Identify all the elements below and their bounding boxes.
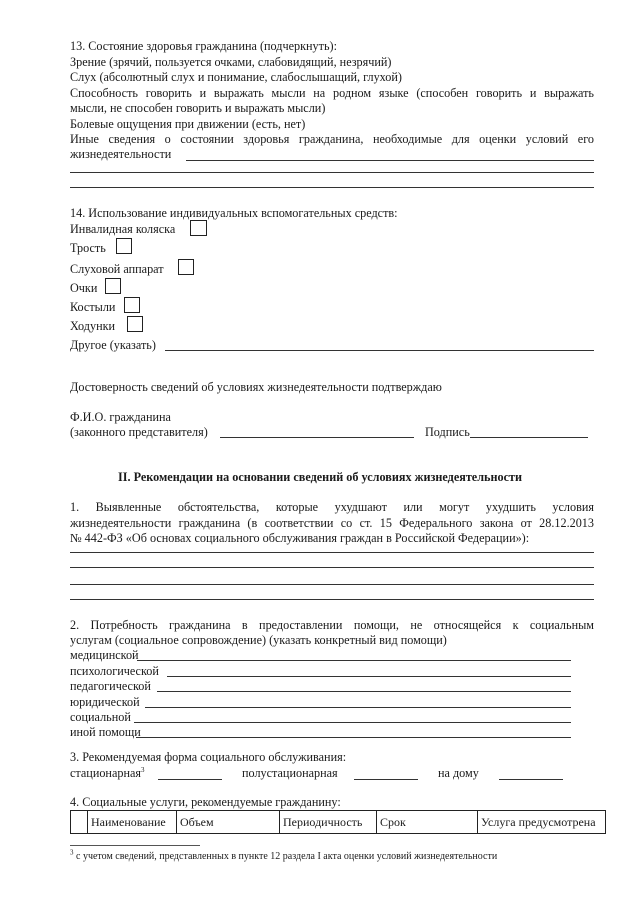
table-header-term: Срок xyxy=(377,811,478,834)
footnote-ref: 3 xyxy=(141,765,145,774)
aid-checkbox-walker[interactable] xyxy=(127,316,143,332)
signature-label: Подпись xyxy=(425,425,470,439)
help-label-legal: юридической xyxy=(70,695,140,709)
other-health-field[interactable] xyxy=(186,160,594,161)
other-health-line-1: Иные сведения о состоянии здоровья гражданина, необходимые для оценки условий его xyxy=(70,132,594,146)
aid-label-hearing-aid: Слуховой аппарат xyxy=(70,262,164,276)
fio-field[interactable] xyxy=(220,437,414,438)
p3-semi-field[interactable] xyxy=(354,779,418,780)
table-header-volume: Объем xyxy=(177,811,280,834)
sec13-title: 13. Состояние здоровья гражданина (подчеркнуть): xyxy=(70,39,337,53)
p1-field-2[interactable] xyxy=(70,567,594,568)
p3-semi-label: полустационарная xyxy=(242,766,338,780)
vision-line[interactable]: Зрение (зрячий, пользуется очками, слабовидящий, незрячий) xyxy=(70,55,392,69)
help-label-social: социальной xyxy=(70,710,131,724)
p1-line-2: жизнедеятельности гражданина (в соответствии со ст. 15 Федерального закона от 28.12.2013 xyxy=(70,516,594,530)
footnote-mark: 3 xyxy=(70,848,74,857)
p1-line-1: 1. Выявленные обстоятельства, которые ухудшают или могут ухудшить условия xyxy=(70,500,594,514)
footnote-divider xyxy=(70,845,200,846)
aid-checkbox-cane[interactable] xyxy=(116,238,132,254)
p1-field-3[interactable] xyxy=(70,584,594,585)
p2-line-2: услугам (социальное сопровождение) (указать конкретный вид помощи) xyxy=(70,633,447,647)
p3-stationary-field[interactable] xyxy=(158,779,222,780)
confirm-statement: Достоверность сведений об условиях жизнедеятельности подтверждаю xyxy=(70,380,442,394)
table-header-row xyxy=(71,811,606,834)
help-field-social[interactable] xyxy=(134,722,571,723)
other-health-line-2: жизнедеятельности xyxy=(70,147,172,161)
aid-checkbox-crutches[interactable] xyxy=(124,297,140,313)
rep-label: (законного представителя) xyxy=(70,425,208,439)
aid-other-field[interactable] xyxy=(165,350,594,351)
aid-label-wheelchair: Инвалидная коляска xyxy=(70,222,176,236)
p3-home-field[interactable] xyxy=(499,779,563,780)
table-header-provided: Услуга предусмотрена xyxy=(478,811,606,834)
section-2-title: II. Рекомендации на основании сведений об условиях жизнедеятельности xyxy=(118,470,523,484)
footnote-text: с учетом сведений, представленных в пункте 12 раздела I акта оценки условий жизнедеятельности xyxy=(76,851,498,862)
pain-line[interactable]: Болевые ощущения при движении (есть, нет) xyxy=(70,117,306,131)
p3-stationary-label: стационарная$^3$ xyxy=(70,765,145,780)
table-header-periodicity: Периодичность xyxy=(280,811,377,834)
p1-field-1[interactable] xyxy=(70,552,594,553)
p3-home-label: на дому xyxy=(438,766,479,780)
fio-label: Ф.И.О. гражданина xyxy=(70,410,171,424)
services-table xyxy=(70,810,606,834)
help-field-legal[interactable] xyxy=(145,707,571,708)
table-header-name: Наименование xyxy=(88,811,177,834)
speech-line-1[interactable]: Способность говорить и выражать мысли на родном языке (способен говорить и выражать xyxy=(70,86,594,100)
hearing-line[interactable]: Слух (абсолютный слух и понимание, слабослышащий, глухой) xyxy=(70,70,402,84)
aid-checkbox-wheelchair[interactable] xyxy=(190,220,207,236)
help-label-pedagogical: педагогической xyxy=(70,679,151,693)
help-label-medical: медицинской xyxy=(70,648,139,662)
signature-field[interactable] xyxy=(470,437,588,438)
aid-label-crutches: Костыли xyxy=(70,300,116,314)
aid-checkbox-hearing-aid[interactable] xyxy=(178,259,194,275)
aid-checkbox-glasses[interactable] xyxy=(105,278,121,294)
other-health-field-2[interactable] xyxy=(70,172,594,173)
p1-field-4[interactable] xyxy=(70,599,594,600)
p1-line-3: № 442-ФЗ «Об основах социального обслуживания граждан в Российской Федерации»): xyxy=(70,531,530,545)
p2-line-1: 2. Потребность гражданина в предоставлении помощи, не относящейся к социальным xyxy=(70,618,594,632)
footnote xyxy=(70,850,497,864)
sec14-title: 14. Использование индивидуальных вспомогательных средств: xyxy=(70,206,398,220)
p3-title: 3. Рекомендуемая форма социального обслуживания: xyxy=(70,750,347,764)
table-header-num xyxy=(71,811,88,834)
aid-label-cane: Трость xyxy=(70,241,106,255)
speech-line-2[interactable]: мысли, не способен говорить и выражать мысли) xyxy=(70,101,326,115)
help-label-psychological: психологической xyxy=(70,664,159,678)
aid-label-other: Другое (указать) xyxy=(70,338,156,352)
help-field-pedagogical[interactable] xyxy=(157,691,571,692)
help-field-psychological[interactable] xyxy=(167,676,571,677)
aid-label-glasses: Очки xyxy=(70,281,98,295)
help-field-other[interactable] xyxy=(136,737,571,738)
other-health-field-3[interactable] xyxy=(70,187,594,188)
help-field-medical[interactable] xyxy=(137,660,571,661)
aid-label-walker: Ходунки xyxy=(70,319,116,333)
p4-title: 4. Социальные услуги, рекомендуемые гражданину: xyxy=(70,795,341,809)
help-label-other: иной помощи xyxy=(70,725,141,739)
